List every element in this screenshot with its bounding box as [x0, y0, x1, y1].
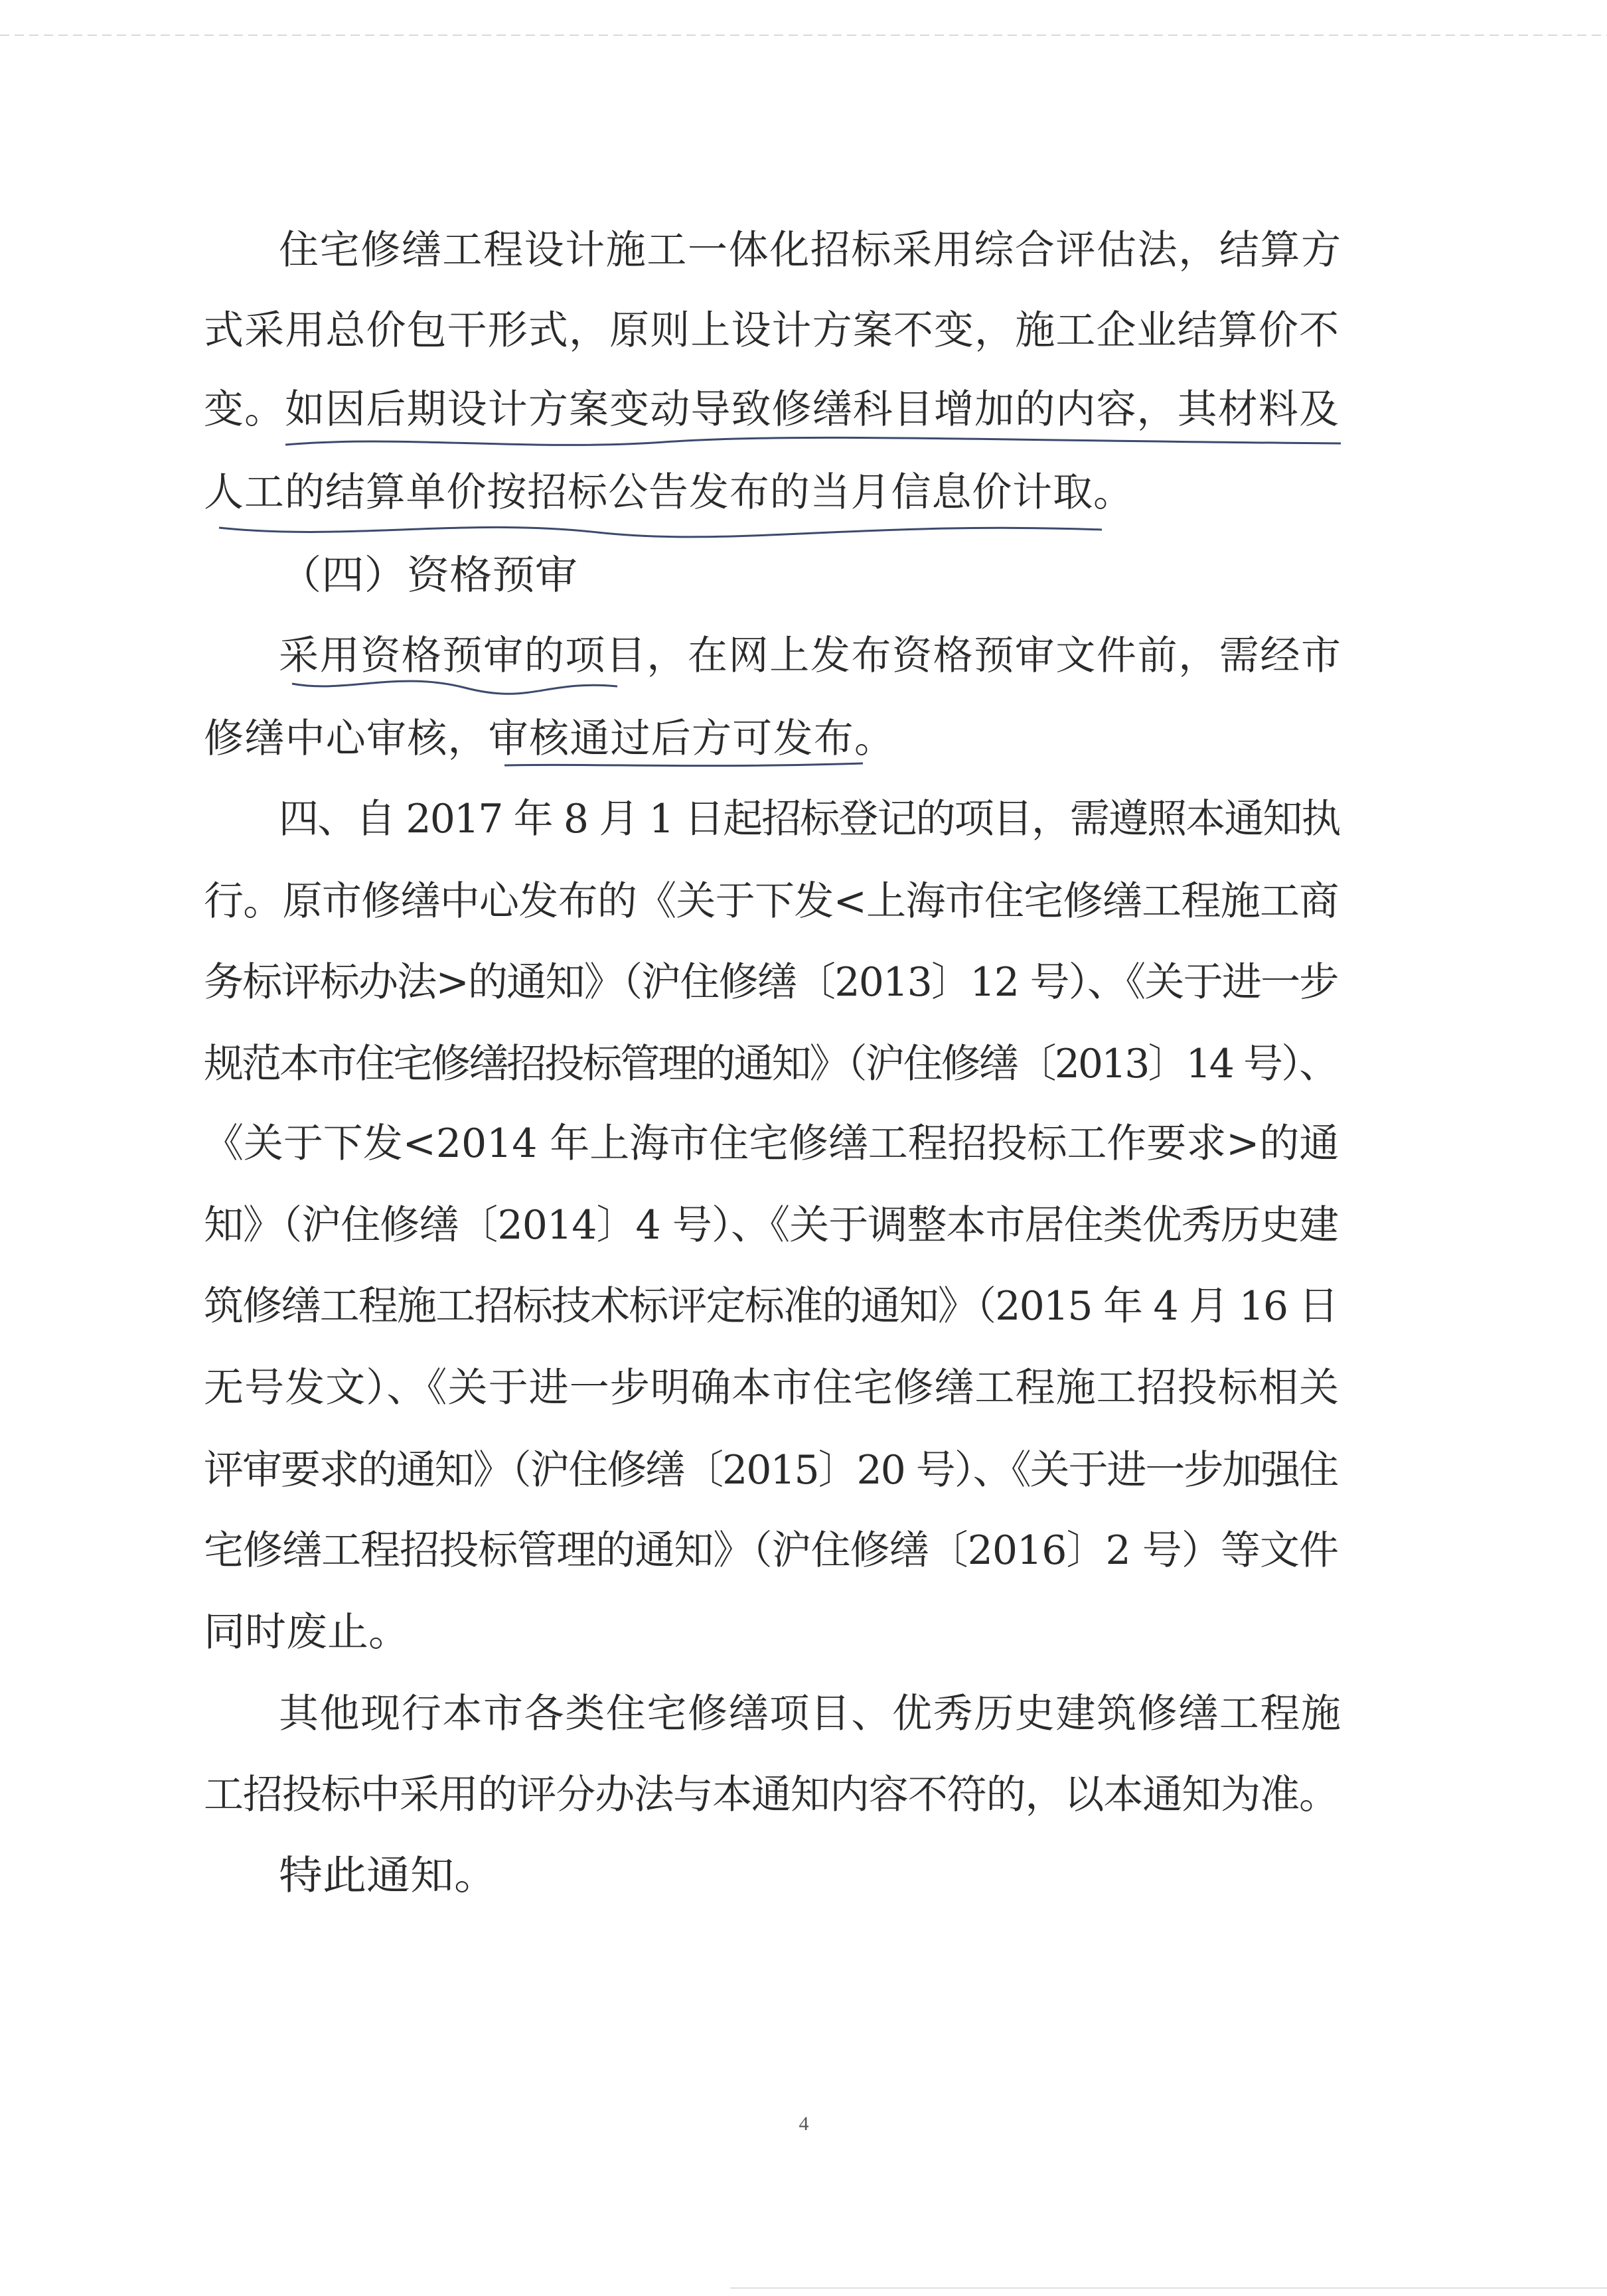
section-heading: （四）资格预审 [279, 552, 577, 599]
body-line: 无号发文）、《关于进一步明确本市住宅修缮工程施工招投标相关 [204, 1365, 1340, 1411]
body-line: 评审要求的通知》（沪住修缮〔2015〕20 号）、《关于进一步加强住 [204, 1447, 1338, 1493]
closing-line: 特此通知。 [279, 1853, 498, 1899]
scan-top-edge [0, 35, 1607, 36]
body-line: 式采用总价包干形式，原则上设计方案不变，施工企业结算价不 [204, 307, 1340, 354]
body-line: 同时废止。 [204, 1609, 410, 1655]
body-line: 修缮中心审核，审核通过后方可发布。 [204, 716, 895, 762]
body-line: 住宅修缮工程设计施工一体化招标采用综合评估法，结算方 [279, 227, 1342, 273]
body-line: 四、自 2017 年 8 月 1 日起招标登记的项目，需遵照本通知执 [279, 796, 1340, 842]
body-line: 《关于下发<2014 年上海市住宅修缮工程招投标工作要求>的通 [204, 1120, 1339, 1167]
body-line: 宅修缮工程招投标管理的通知》（沪住修缮〔2016〕2 号）等文件 [204, 1527, 1338, 1574]
body-line: 行。原市修缮中心发布的《关于下发<上海市住宅修缮工程施工商 [204, 878, 1339, 925]
body-line: 务标评标办法>的通知》（沪住修缮〔2013〕12 号）、《关于进一步 [204, 959, 1338, 1006]
underline-mark [219, 527, 1102, 536]
underline-mark [285, 437, 1341, 445]
body-line: 工招投标中采用的评分办法与本通知内容不符的，以本通知为准。 [204, 1772, 1338, 1818]
body-line: 筑修缮工程施工招标技术标评定标准的通知》（2015 年 4 月 16 日 [204, 1283, 1338, 1330]
scan-bottom-edge [730, 2287, 1607, 2289]
underline-mark [292, 681, 617, 694]
body-line: 变。如因后期设计方案变动导致修缮科目增加的内容，其材料及 [204, 386, 1340, 433]
body-line: 人工的结算单价按招标公告发布的当月信息价计取。 [204, 469, 1134, 516]
body-line: 采用资格预审的项目，在网上发布资格预审文件前，需经市 [279, 633, 1342, 679]
page-number: 4 [799, 2113, 809, 2135]
body-line: 规范本市住宅修缮招投标管理的通知》（沪住修缮〔2013〕14 号）、 [204, 1041, 1338, 1087]
body-line: 知》（沪住修缮〔2014〕4 号）、《关于调整本市居住类优秀历史建 [204, 1202, 1339, 1249]
body-line: 其他现行本市各类住宅修缮项目、优秀历史建筑修缮工程施 [279, 1691, 1342, 1737]
